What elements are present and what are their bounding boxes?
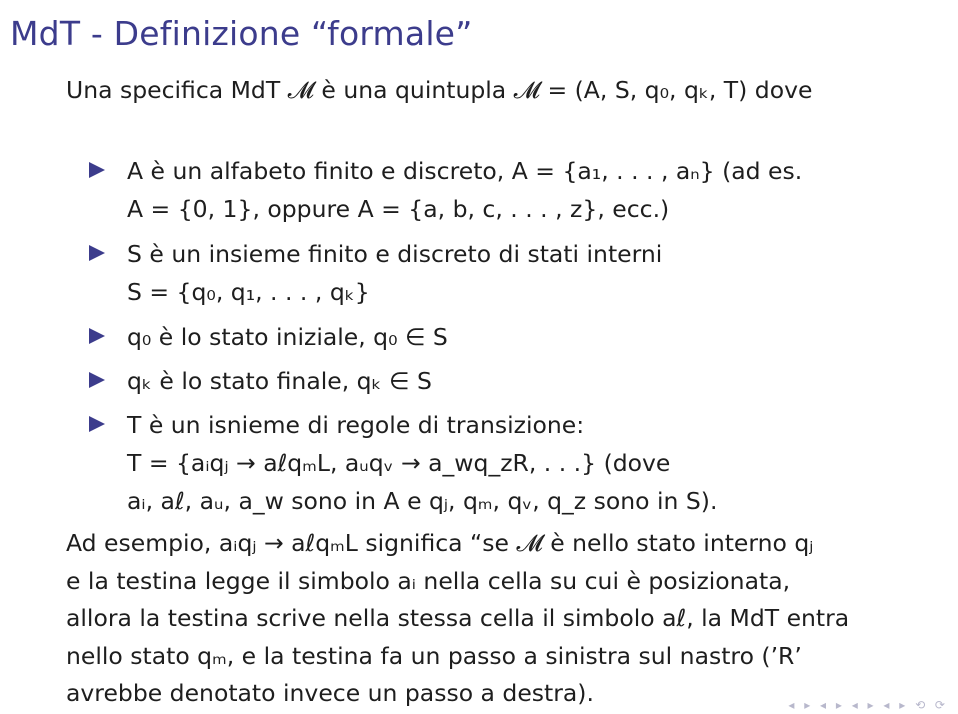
paragraph-line: Ad esempio, aᵢqⱼ → aℓqₘL significa “se 𝓜 è nello stato interno qⱼ bbox=[66, 529, 814, 557]
paragraph-line: avrebbe denotato invece un passo a destra). bbox=[66, 679, 594, 707]
example-paragraph bbox=[66, 525, 849, 713]
list-item-final-state bbox=[127, 362, 432, 400]
slide-title: MdT - Definizione “formale” bbox=[10, 14, 473, 53]
item-line: A è un alfabeto finito e discreto, A = {a₁, . . . , aₙ} (ad es. bbox=[127, 157, 803, 185]
item-line: q₀ è lo stato iniziale, q₀ ∈ S bbox=[127, 323, 448, 351]
paragraph-line: e la testina legge il simbolo aᵢ nella cella su cui è posizionata, bbox=[66, 566, 791, 595]
list-item-states bbox=[127, 235, 662, 311]
item-line: T = {aᵢqⱼ → aℓqₘL, aᵤqᵥ → a_wq_zR, . . .} (dove bbox=[127, 449, 671, 477]
list-item-initial-state bbox=[127, 318, 448, 356]
item-line: qₖ è lo stato finale, qₖ ∈ S bbox=[127, 367, 432, 395]
beamer-navigation-symbols[interactable]: ◂ ▸ ◂ ▸ ◂ ▸ ◂ ▸ ⟲ ⟳ bbox=[788, 698, 948, 712]
bullet-triangle-icon bbox=[89, 372, 105, 388]
intro-text: Una specifica MdT 𝓜 è una quintupla 𝓜 = (A, S, q₀, qₖ, T) dove bbox=[66, 76, 813, 104]
item-line: S = {q₀, q₁, . . . , qₖ} bbox=[127, 278, 370, 306]
item-line: S è un insieme finito e discreto di stati interni bbox=[127, 240, 663, 268]
bullet-triangle-icon bbox=[89, 328, 105, 344]
item-line: A = {0, 1}, oppure A = {a, b, c, . . . , z}, ecc.) bbox=[127, 195, 670, 223]
item-line: aᵢ, aℓ, aᵤ, a_w sono in A e qⱼ, qₘ, qᵥ, q_z sono in S). bbox=[127, 487, 718, 515]
item-line: T è un isnieme di regole di transizione: bbox=[127, 411, 585, 439]
paragraph-line: allora la testina scrive nella stessa cella il simbolo aℓ, la MdT entra bbox=[66, 604, 850, 632]
bullet-triangle-icon bbox=[89, 245, 105, 261]
bullet-triangle-icon bbox=[89, 416, 105, 432]
bullet-triangle-icon bbox=[89, 162, 105, 178]
paragraph-line: nello stato qₘ, e la testina fa un passo a sinistra sul nastro (’R’ bbox=[66, 641, 802, 670]
list-item-transitions bbox=[127, 406, 717, 520]
list-item-alphabet bbox=[127, 152, 802, 228]
